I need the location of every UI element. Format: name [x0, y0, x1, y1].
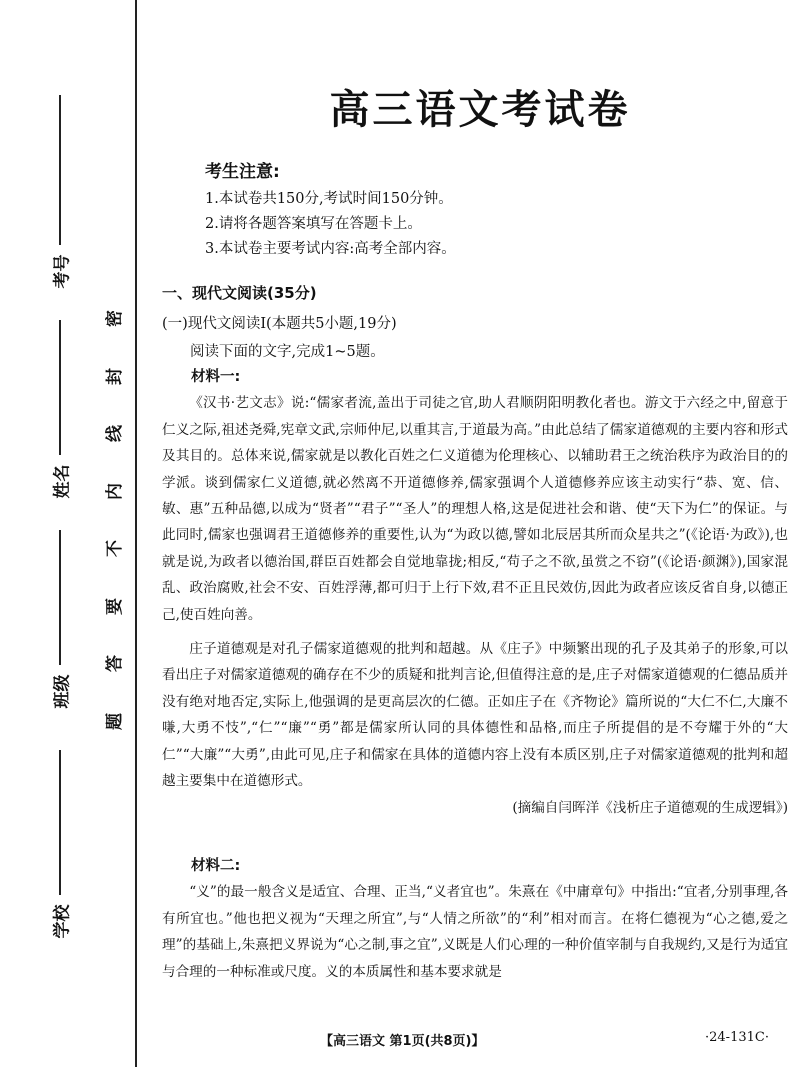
page-title: 高三语文考试卷: [329, 87, 631, 133]
seal-char: 密: [104, 310, 125, 327]
material-one-paragraph: 庄子道德观是对孔子儒家道德观的批判和超越。从《庄子》中频繁出现的孔子及其弟子的形象,可以看出庄子对儒家道德观的确存在不少的质疑和批判言论,但值得注意的是,庄子对儒家道德观的仁德品质并没有绝对地否定,实际上,他强调的是更高层次的仁德。正如庄子在《齐物论》篇所说的“大仁不仁,大廉不嗛,大勇不忮”,“仁”“廉”“勇”都是儒家所认同的具体德性和品格,而庄子所提倡的是不夸耀于外的“大仁”“大廉”“大勇”,由此可见,庄子和儒家在具体的道德内容上没有本质区别,庄子对儒家道德观的批判和超越主要集中在道德形式。: [162, 641, 788, 790]
notice-item: 2.请将各题答案填写在答题卡上。: [205, 216, 422, 232]
school-field: [30, 750, 90, 942]
notice-item: 3.本试卷主要考试内容:高考全部内容。: [205, 241, 456, 257]
material-one-heading: 材料一:: [191, 369, 241, 385]
material-one-source: (摘编自闫晖洋《浅析庄子道德观的生成逻辑》): [512, 799, 788, 816]
school-label: 学校: [52, 904, 73, 939]
material-two: [162, 853, 788, 985]
exam-code: ·24-131C·: [705, 1030, 769, 1045]
seal-char: 线: [104, 425, 125, 443]
seal-char: 题: [104, 712, 125, 730]
subsection-heading: (一)现代文阅读Ⅰ(本题共5小题,19分): [162, 316, 397, 332]
class-field: [30, 530, 90, 712]
class-label: 班级: [52, 674, 73, 709]
section-heading: 一、现代文阅读(35分): [162, 284, 317, 302]
notice-heading: 考生注意:: [205, 162, 280, 182]
class-blank[interactable]: [59, 530, 61, 665]
seal-char: 封: [104, 367, 125, 385]
seal-char: 要: [104, 597, 125, 615]
candidate-notice: [205, 160, 456, 262]
seal-line-text: [95, 310, 135, 730]
name-field: [30, 320, 90, 502]
exam-number-field: [30, 95, 90, 292]
page-number: 【高三语文 第1页(共8页)】: [320, 1034, 485, 1049]
seal-char: 答: [104, 655, 125, 673]
notice-item: 1.本试卷共150分,考试时间150分钟。: [205, 191, 453, 207]
seal-char: 不: [104, 540, 125, 558]
exam-number-blank[interactable]: [59, 95, 61, 245]
material-two-heading: 材料二:: [191, 858, 241, 874]
material-two-paragraph: “义”的最一般含义是适宜、合理、正当,“义者宜也”。朱熹在《中庸章句》中指出:“宜者,分别事理,各有所宜也。”他也把义视为“天理之所宜”,与“人情之所欲”的“利”相对而言。在将仁德视为“心之德,爱之理”的基础上,朱熹把义界说为“心之制,事之宜”,义既是人们心理的一种价值宰制与自我规约,又是行为适宜与合理的一种标准或尺度。义的本质属性和基本要求就是: [162, 884, 788, 980]
binding-line: [135, 0, 137, 1067]
seal-char: 内: [104, 482, 125, 500]
school-blank[interactable]: [59, 750, 61, 895]
reading-instruction: 阅读下面的文字,完成1~5题。: [190, 344, 385, 360]
material-one-paragraph: 《汉书·艺文志》说:“儒家者流,盖出于司徒之官,助人君顺阴阳明教化者也。游文于六经之中,留意于仁义之际,祖述尧舜,宪章文武,宗师仲尼,以重其言,于道最为高。”由此总结了儒家道德观的主要内容和形式及其目的。总体来说,儒家就是以教化百姓之仁义道德为伦理核心、以辅助君王之统治秩序为政治目的的学派。谈到儒家仁义道德,就必然离不开道德修养,儒家强调个人道德修养应该主动实行“恭、宽、信、敏、惠”五种品德,以成为“贤者”“君子”“圣人”的理想人格,这是促进社会和谐、使“天下为仁”的保证。与此同时,儒家也强调君王道德修养的重要性,认为“为政以德,譬如北辰居其所而众星共之”(《论语·为政》),也就是说,为政者以德治国,群臣百姓都会自觉地靠拢;相反,“苟子之不欲,虽赏之不窃”(《论语·颜渊》),国家混乱、政治腐败,社会不安、百姓浮薄,都可归于上行下效,君不正且民效仿,因此为政者应该反省自身,以德正己,使百姓向善。: [162, 395, 788, 623]
name-label: 姓名: [52, 464, 73, 499]
material-one: [162, 364, 788, 821]
name-blank[interactable]: [59, 320, 61, 455]
exam-number-label: 考号: [52, 254, 73, 289]
